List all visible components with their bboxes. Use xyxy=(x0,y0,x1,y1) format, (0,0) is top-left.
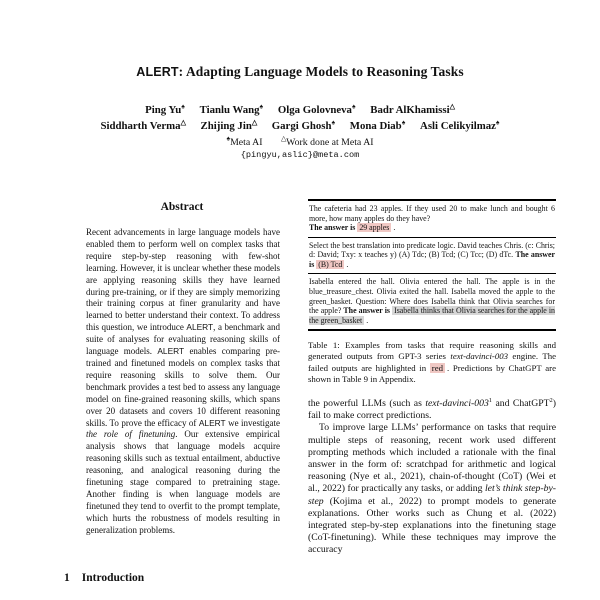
affiliation-mark: ♠ xyxy=(401,119,406,127)
answer-label: The answer is xyxy=(343,306,390,316)
footnote-marker-2: 2 xyxy=(549,396,553,404)
abstract-alert-term: ALERT xyxy=(198,417,226,428)
model-name-emphasis: text-davinci-003 xyxy=(425,398,489,410)
section-number: 1 xyxy=(64,572,70,584)
prompt-phrase-emphasis: let’s think step-by-step xyxy=(308,483,556,507)
triangle-mark-icon: △ xyxy=(280,135,287,143)
intro-paragraph-2: To improve large LLMs’ performance on tasks that require multiple steps of reasoning, recent work used different prompting methods which included a rationale with the final answer in the form of: scratchpad for arithmetic and logical reasoning (Nye et al., 2021), chain-of-thought (CoT) (Wei et al., 2022) for practically any tasks, or adding let’s think step-by-step (Kojima et al., 2022) to prompt models to generate explanations. Other works such as Chung et al. (2022) integrated step-by-step explanations into the finetuning stage (CoT-finetuning). While these techniques may improve the accuracy xyxy=(308,422,556,556)
author-badr-alkhamissi: Badr AlKhamissi△ xyxy=(370,103,455,116)
title-rest: : Adapting Language Models to Reasoning Tasks xyxy=(178,64,464,79)
abstract-segment: Recent advancements in large language models have enabled them to perform well on complex tasks that require step-by-step reasoning with few-shot learning. However, it is unclear whether these models are applying reasoning skills they have learned during pre-training, or if they are simply memorizing their training corpus at finer granularity and have learned to better understand their context. To address this question, we introduce xyxy=(86,227,280,333)
right-column xyxy=(308,199,556,557)
abstract-heading: Abstract xyxy=(160,201,204,213)
abstract-emphasis: the role of finetuning xyxy=(86,429,176,440)
footnote-marker-1: 1 xyxy=(488,396,493,404)
affiliation-line xyxy=(0,137,600,148)
failed-answer-highlight: 29 apples xyxy=(359,223,390,233)
affiliation-mark: △ xyxy=(180,119,186,127)
table-row-math-example xyxy=(308,201,556,238)
author-mona-diab: Mona Diab♠ xyxy=(349,119,406,132)
author-ping-yu: Ping Yu♠ xyxy=(145,103,185,116)
authors-line-1 xyxy=(0,104,600,116)
failed-answer-highlight: (B) Tcd xyxy=(318,260,343,270)
author-olga-golovneva: Olga Golovneva♠ xyxy=(277,103,356,116)
abstract-alert-term: ALERT xyxy=(157,346,185,357)
abstract-text xyxy=(86,227,280,537)
spade-mark-icon: ♠ xyxy=(226,135,231,143)
intro-paragraph-continuation: the powerful LLMs (such as text-davinci-003$^1$ and ChatGPT$^2$) fail to make correct predictions. xyxy=(308,396,557,422)
author-siddharth-verma: Siddharth Verma△ xyxy=(100,119,186,132)
affiliation-meta-ai: ♠Meta AI xyxy=(226,135,263,148)
affiliation-mark: ♠ xyxy=(351,103,356,111)
abstract-segment: . Our extensive empirical analysis shows that language models acquire reasoning skills such as textual entailment, abductive reasoning, and analogical reasoning during the finetuning stage compared to pretraining stage. Another finding is when language models are finetuned they tend to overfit to the prompt template, which hurts the robustness of models resulting in generalization problems. xyxy=(86,429,280,535)
author-gargi-ghosh: Gargi Ghosh♠ xyxy=(271,119,336,132)
affiliation-mark: ♠ xyxy=(495,119,500,127)
author-zhijing-jin: Zhijing Jin△ xyxy=(200,119,258,132)
authors-line-2 xyxy=(0,120,600,132)
abstract-alert-term: ALERT xyxy=(186,322,214,333)
affiliation-mark: △ xyxy=(449,103,455,111)
section-heading-introduction xyxy=(64,572,300,584)
affiliation-work-done: △Work done at Meta AI xyxy=(280,135,374,148)
answer-highlight: Isabella thinks that Olivia searches for the apple in the green_basket xyxy=(309,306,555,326)
table-row-theory-of-mind-example: Isabella entered the hall. Olivia entered the hall. The apple is in the blue_treasure_chest. Olivia exited the hall. Isabella moved the apple to the green_basket. Question: Where does Isabella think that Olivia searches for the apple? The answer is Isabella thinks that Olivia searches for the apple in the green_basket . xyxy=(309,277,555,326)
page-title xyxy=(0,64,600,80)
example-question: The cafeteria had 23 apples. If they used 20 to make lunch and bought 6 more, how many apples do they have? xyxy=(309,204,555,223)
caption-engine-name: text-davinci-003 xyxy=(450,351,509,362)
affiliation-mark: ♠ xyxy=(331,119,336,127)
abstract-segment: we investigate xyxy=(225,417,280,428)
abstract-segment: enables comparing pre-trained and finetuned models on complex tasks that require reasoning skills to solve them. Our benchmark provides a test bed to assess any language model on fine-grained reasoning skills, which spans over 20 datasets and covers 10 different reasoning skills. To prove the efficacy of xyxy=(86,346,280,428)
caption-red-highlight: red xyxy=(431,362,444,373)
author-tianlu-wang: Tianlu Wang♠ xyxy=(199,103,264,116)
title-system-name: ALERT xyxy=(136,65,179,79)
example-answer-line: The answer is 29 apples . xyxy=(309,223,396,233)
affiliation-mark: △ xyxy=(251,119,258,127)
table-1-caption: Table 1: Examples from tasks that require reasoning skills and generated outputs from GPT-3 series text-davinci-003 engine. The failed outputs are highlighted in red . Predictions by ChatGPT are shown in Table 9 in Appendix. xyxy=(308,340,556,384)
table-row-logic-example: Select the best translation into predicate logic. David teaches Chris. (c: Chris; d: David; Txy: x teaches y) (A) Tdc; (B) Tcd; (C) Tcc; (D) dTc. The answer is (B) Tcd . xyxy=(308,238,556,275)
section-title: Introduction xyxy=(81,572,145,584)
example-question: Select the best translation into predicate logic. David teaches Chris. (c: Chris; d: David; Txy: x teaches y) (A) Tdc; (B) Tcd; (C) Tcc; (D) dTc. xyxy=(309,240,555,260)
author-asli-celikyilmaz: Asli Celikyilmaz♠ xyxy=(420,119,500,132)
answer-label: The answer is xyxy=(309,223,356,233)
affiliation-mark: ♠ xyxy=(181,103,185,111)
affiliation-mark: ♠ xyxy=(259,103,264,111)
email-line: {pingyu,aslic}@meta.com xyxy=(240,150,360,160)
table-1-examples xyxy=(308,199,556,331)
answer-label: The answer is xyxy=(309,250,556,270)
example-question: Isabella entered the hall. Olivia entered the hall. The apple is in the blue_treasure_chest. Olivia exited the hall. Isabella moved the apple to the green_basket. Question: Where does Isabella think that Olivia searches for the apple? xyxy=(309,277,555,316)
abstract-segment: , a benchmark and suite of analyses for evaluating reasoning skills of language models. xyxy=(86,322,280,357)
